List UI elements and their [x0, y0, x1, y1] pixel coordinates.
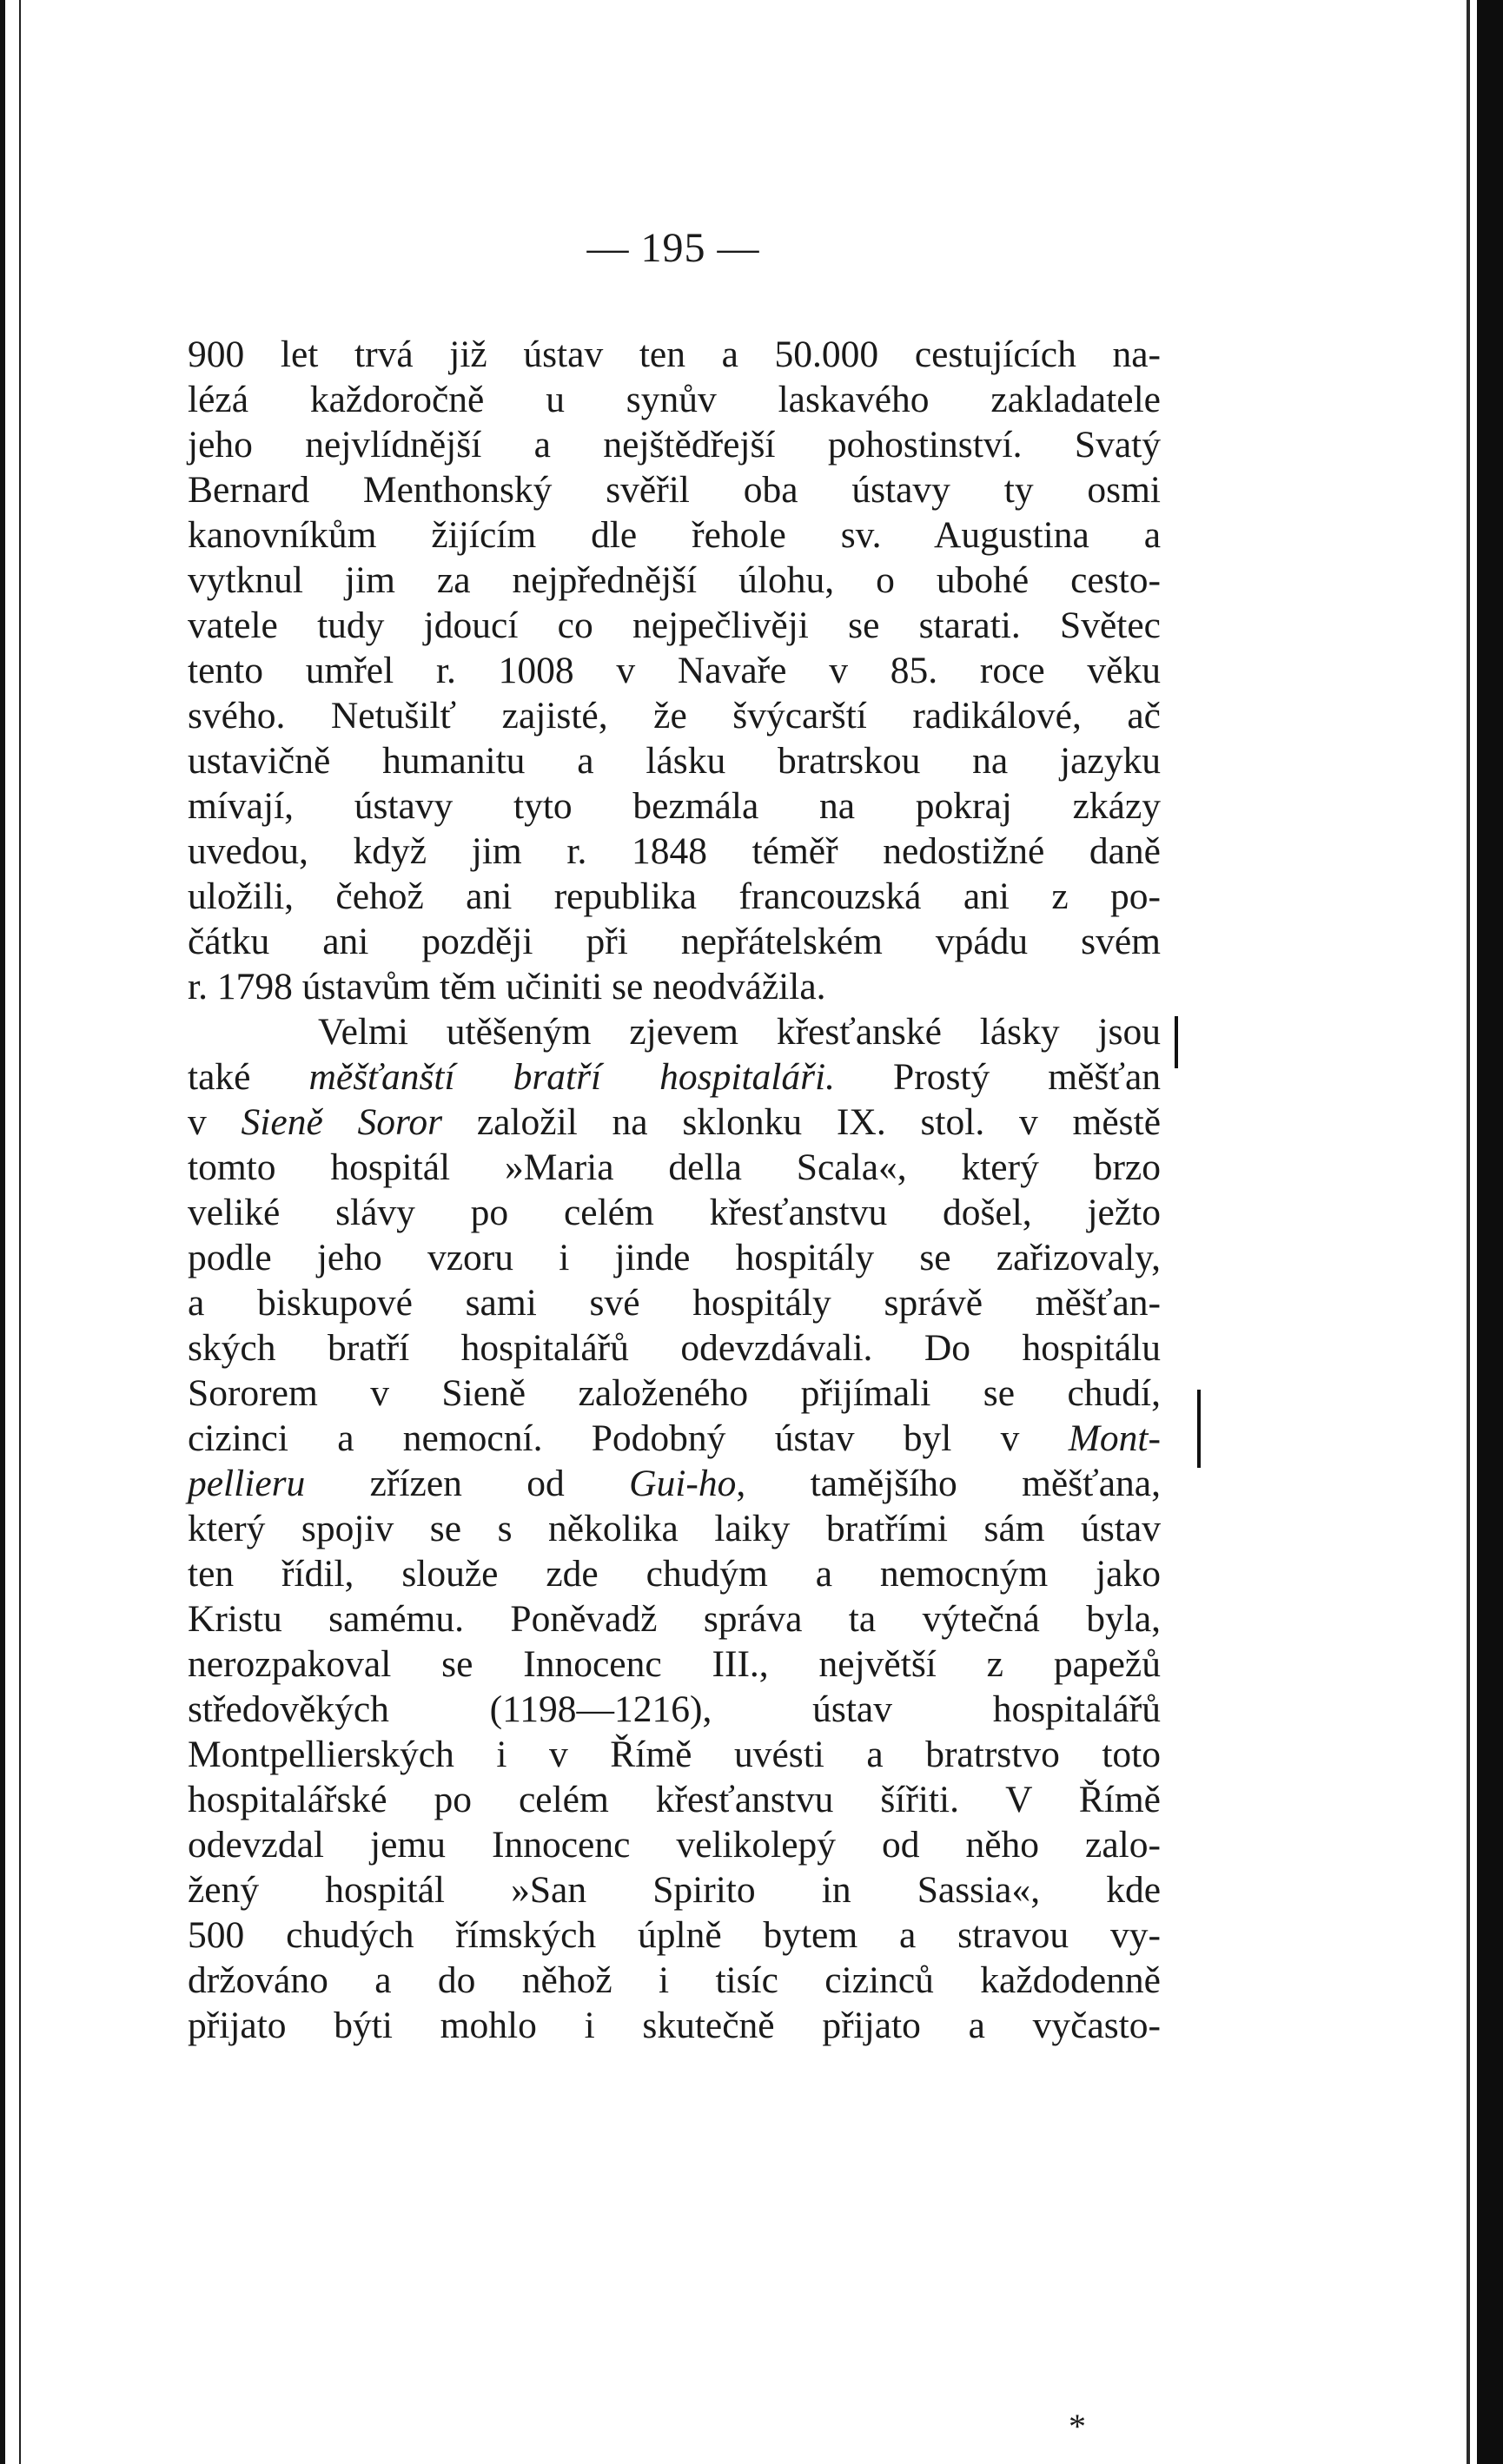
- text-line: podle jeho vzoru i jinde hospitály se zařizovaly,: [188, 1237, 1161, 1278]
- italic-run: pellieru: [188, 1463, 306, 1504]
- text-line: středověkých (1198—1216), ústav hospitalářů: [188, 1688, 1161, 1730]
- text-line: žený hospitál »San Spirito in Sassia«, kde: [188, 1869, 1161, 1911]
- text-line: držováno a do něhož i tisíc cizinců každodenně: [188, 1959, 1161, 2001]
- text-line: kanovníkům žijícím dle řehole sv. Augustina a: [188, 514, 1161, 556]
- text-run: v: [188, 1101, 242, 1143]
- scan-right-border: [1477, 0, 1503, 2464]
- scan-left-line: [19, 0, 21, 2464]
- text-line: odevzdal jemu Innocenc velikolepý od něho zalo-: [188, 1824, 1161, 1866]
- text-run: zřízen od: [305, 1463, 630, 1504]
- text-line: Montpellierských i v Římě uvésti a bratrstvo toto: [188, 1734, 1161, 1775]
- text-line: svého. Netušilť zajisté, že švýcarští radikálové, ač: [188, 695, 1161, 737]
- scan-left-border: [0, 0, 5, 2464]
- text-run: , tamějšího měšťana,: [736, 1463, 1161, 1504]
- text-line: mívají, ústavy tyto bezmála na pokraj zkázy: [188, 785, 1161, 827]
- text-run: také: [188, 1056, 309, 1098]
- text-line: nerozpakoval se Innocenc III., největší z papežů: [188, 1643, 1161, 1685]
- text-line: ských bratří hospitalářů odevzdávali. Do hospitálu: [188, 1327, 1161, 1369]
- text-line: Sororem v Sieně založeného přijímali se chudí,: [188, 1372, 1161, 1414]
- text-line: veliké slávy po celém křesťanstvu došel, ježto: [188, 1192, 1161, 1233]
- scan-right-line: [1467, 0, 1470, 2464]
- text-line: vatele tudy jdoucí co nejpečlivěji se starati. Světec: [188, 604, 1161, 646]
- text-line: a biskupové sami své hospitály správě měšťan-: [188, 1282, 1161, 1324]
- text-line: čátku ani později při nepřátelském vpádu svém: [188, 921, 1161, 962]
- italic-run: Mont-: [1068, 1417, 1161, 1459]
- margin-mark: [1175, 1016, 1178, 1068]
- text-line: ten řídil, slouže zde chudým a nemocným jako: [188, 1553, 1161, 1595]
- body-text: [188, 332, 1161, 2048]
- text-line-mixed: [188, 1100, 1161, 1145]
- text-line: tento umřel r. 1008 v Navaře v 85. roce věku: [188, 650, 1161, 691]
- italic-run: Sieně Soror: [241, 1101, 443, 1143]
- text-line: ustavičně humanitu a lásku bratrskou na jazyku: [188, 740, 1161, 782]
- text-line: lézá každoročně u synův laskavého zakladatele: [188, 379, 1161, 420]
- text-line: jeho nejvlídnější a nejštědřejší pohostinství. Svatý: [188, 424, 1161, 466]
- text-line: přijato býti mohlo i skutečně přijato a vyčasto-: [188, 2005, 1161, 2046]
- text-line: 900 let trvá již ústav ten a 50.000 cestujících na-: [188, 334, 1161, 375]
- text-run: založil na sklonku IX. stol. v městě: [442, 1101, 1162, 1143]
- text-line: Bernard Menthonský svěřil oba ústavy ty osmi: [188, 469, 1161, 511]
- text-line: uložili, čehož ani republika francouzská ani z po-: [188, 875, 1161, 917]
- text-line-mixed: [188, 1054, 1161, 1100]
- text-line: vytknul jim za nejpřednější úlohu, o ubohé cesto-: [188, 559, 1161, 601]
- text-line: 500 chudých římských úplně bytem a stravou vy-: [188, 1914, 1161, 1956]
- text-line: hospitalářské po celém křesťanstvu šířiti. V Římě: [188, 1779, 1161, 1820]
- text-line: tomto hospitál »Maria della Scala«, který brzo: [188, 1146, 1161, 1188]
- page-number: — 195 —: [586, 225, 760, 271]
- margin-mark: [1197, 1390, 1201, 1468]
- italic-run: měšťanští bratří hospitaláři.: [308, 1056, 836, 1098]
- text-line: Velmi utěšeným zjevem křesťanské lásky jsou: [318, 1011, 1161, 1053]
- text-line: uvedou, když jim r. 1848 téměř nedostižné daně: [188, 830, 1161, 872]
- text-line-mixed: [188, 1461, 1161, 1506]
- text-run: cizinci a nemocní. Podobný ústav byl v: [188, 1417, 1069, 1459]
- text-line-mixed: [188, 1416, 1161, 1461]
- text-line: který spojiv se s několika laiky bratřími sám ústav: [188, 1508, 1161, 1549]
- text-line: r. 1798 ústavům těm učiniti se neodvážila.: [188, 966, 826, 1007]
- text-run: Prostý měšťan: [835, 1056, 1161, 1098]
- italic-run: Gui-ho: [629, 1463, 737, 1504]
- signature-mark: *: [1069, 2407, 1086, 2446]
- text-line: Kristu samému. Poněvadž správa ta výtečná byla,: [188, 1598, 1161, 1640]
